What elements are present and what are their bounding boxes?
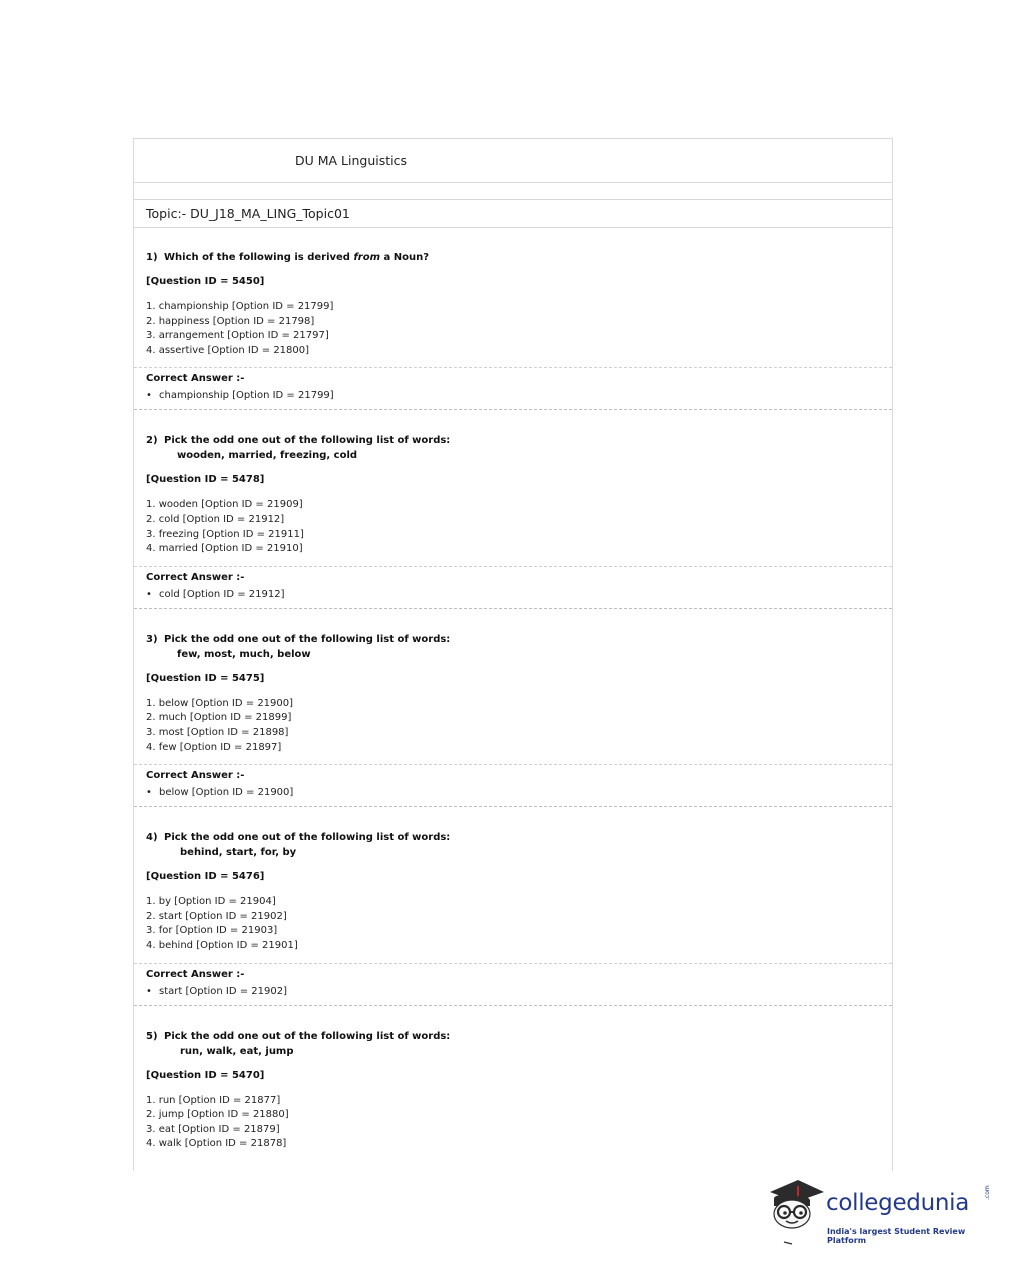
question-text: 2) Pick the odd one out of the following list of words:: [146, 435, 451, 447]
question-id: [Question ID = 5475]: [146, 672, 265, 684]
option-item: 3. most [Option ID = 21898]: [146, 726, 289, 738]
question-block: [134, 609, 892, 807]
option-item: 2. happiness [Option ID = 21798]: [146, 315, 315, 327]
correct-answer-label: Correct Answer :-: [146, 571, 245, 583]
correct-answer: • cold [Option ID = 21912]: [146, 588, 285, 600]
option-item: 1. below [Option ID = 21900]: [146, 697, 294, 709]
bullet-icon: •: [146, 390, 152, 402]
question-block: [134, 410, 892, 608]
question-id: [Question ID = 5476]: [146, 871, 265, 883]
correct-answer: • below [Option ID = 21900]: [146, 787, 294, 799]
option-item: 1. run [Option ID = 21877]: [146, 1094, 281, 1106]
option-item: 2. much [Option ID = 21899]: [146, 712, 292, 724]
question-subtext: run, walk, eat, jump: [180, 1045, 294, 1057]
option-item: 4. few [Option ID = 21897]: [146, 741, 282, 753]
option-item: 1. championship [Option ID = 21799]: [146, 301, 334, 312]
logo-wordmark: collegedunia: [826, 1190, 970, 1216]
question-id: [Question ID = 5470]: [146, 1069, 265, 1081]
correct-answer-label: Correct Answer :-: [146, 770, 245, 782]
answer-divider: [134, 963, 892, 964]
question-number: 2): [146, 435, 158, 447]
question-number: 3): [146, 633, 158, 645]
option-item: 4. walk [Option ID = 21878]: [146, 1138, 287, 1150]
question-block: [134, 228, 892, 410]
option-item: 1. by [Option ID = 21904]: [146, 896, 276, 908]
question-block: [134, 1006, 892, 1152]
question-text: 1) Which of the following is derived from a Noun?: [146, 252, 430, 263]
option-item: 1. wooden [Option ID = 21909]: [146, 499, 303, 511]
options-list: [134, 895, 892, 953]
question-number: 1): [146, 252, 158, 263]
question-subtext: few, most, much, below: [177, 648, 311, 660]
option-item: 3. eat [Option ID = 21879]: [146, 1123, 280, 1135]
bullet-icon: •: [146, 985, 152, 997]
document-title: DU MA Linguistics: [134, 139, 892, 183]
correct-answer: • championship [Option ID = 21799]: [146, 390, 334, 402]
question-text: 4) Pick the odd one out of the following list of words:: [146, 832, 451, 844]
logo-suffix: .com: [984, 1185, 991, 1200]
option-item: 3. arrangement [Option ID = 21797]: [146, 330, 329, 342]
option-item: 2. jump [Option ID = 21880]: [146, 1109, 289, 1121]
question-subtext: wooden, married, freezing, cold: [177, 450, 358, 462]
options-list: [134, 697, 892, 755]
question-paper: [133, 138, 893, 1171]
bullet-icon: •: [146, 787, 152, 799]
collegedunia-logo: [764, 1176, 996, 1248]
question-number: 4): [146, 832, 158, 844]
topic-title: Topic:- DU_J18_MA_LING_Topic01: [134, 200, 892, 228]
question-id: [Question ID = 5478]: [146, 474, 265, 486]
option-item: 4. married [Option ID = 21910]: [146, 543, 303, 555]
correct-answer-label: Correct Answer :-: [146, 373, 245, 385]
answer-divider: [134, 764, 892, 765]
option-item: 3. freezing [Option ID = 21911]: [146, 528, 304, 540]
correct-answer-label: Correct Answer :-: [146, 968, 245, 980]
question-block: [134, 807, 892, 1005]
question-text: 5) Pick the odd one out of the following list of words:: [146, 1030, 451, 1042]
option-item: 2. cold [Option ID = 21912]: [146, 513, 285, 525]
option-item: 4. behind [Option ID = 21901]: [146, 939, 298, 951]
question-subtext: behind, start, for, by: [180, 847, 297, 859]
option-item: 2. start [Option ID = 21902]: [146, 910, 287, 922]
option-item: 3. for [Option ID = 21903]: [146, 925, 278, 937]
question-id: [Question ID = 5450]: [146, 276, 265, 287]
correct-answer: • start [Option ID = 21902]: [146, 985, 288, 997]
options-list: [134, 498, 892, 556]
options-list: [134, 300, 892, 358]
bullet-icon: •: [146, 588, 152, 600]
answer-divider: [134, 367, 892, 368]
logo-tagline: India's largest Student Review Platform: [827, 1227, 966, 1245]
option-item: 4. assertive [Option ID = 21800]: [146, 344, 310, 356]
graduate-mascot-icon: [764, 1176, 824, 1248]
question-number: 5): [146, 1030, 158, 1042]
options-list: [134, 1094, 892, 1152]
question-text: 3) Pick the odd one out of the following list of words:: [146, 633, 451, 645]
spacer-row: [134, 183, 892, 200]
answer-divider: [134, 566, 892, 567]
